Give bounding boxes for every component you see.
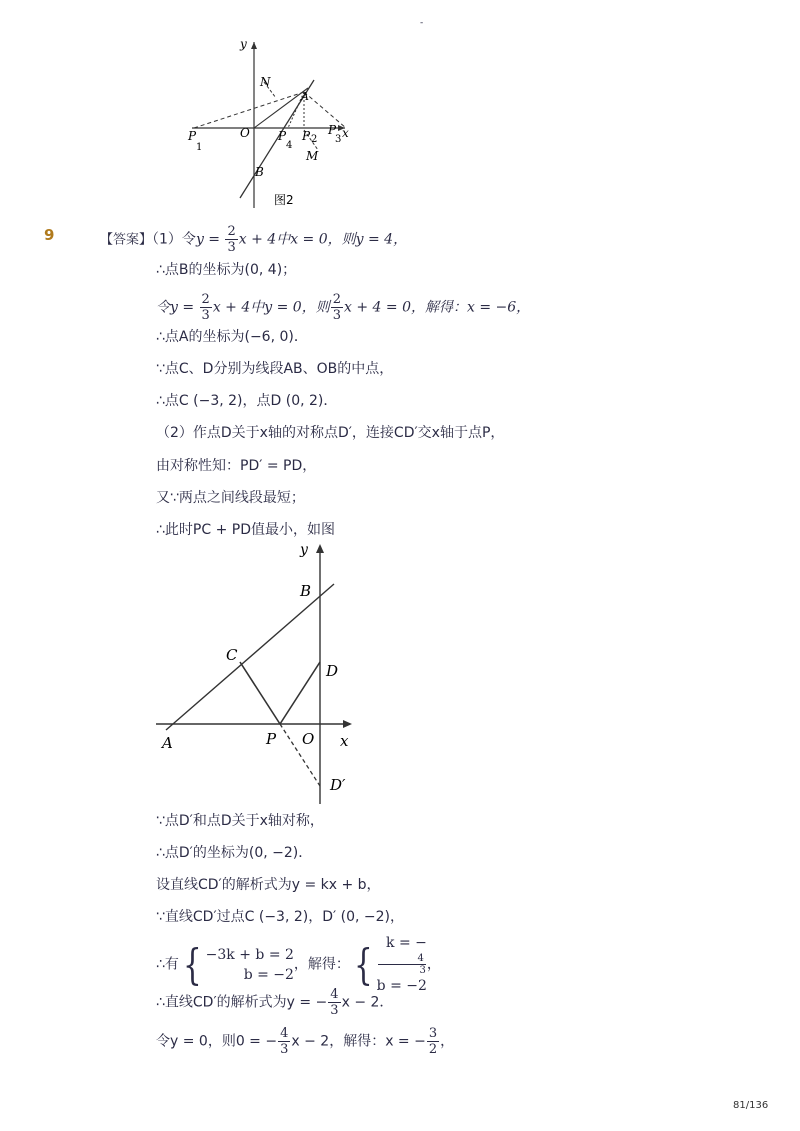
answer-line-17: 令y = 0，则0 = − $\frac{4}{3}$ x − 2，解得：x = − $\frac{3}{2}$ ， <box>156 1026 455 1057</box>
figure-2-diagram <box>180 30 370 215</box>
segment-cp <box>240 662 280 724</box>
answer-line-16: ∴直线CD′的解析式为y = − $\frac{4}{3}$ x − 2． <box>156 987 394 1018</box>
answer-line-3: 令y = $\frac{2}{3}$ x + 4中y = 0，则 $\frac{2}{3}$ x + 4 = 0，解得：x = −6， <box>156 292 531 323</box>
label-p2: P <box>302 129 311 143</box>
label-p: P <box>266 730 277 748</box>
answer-line-2: ∴点B的坐标为(0, 4)； <box>156 262 297 278</box>
label-x: x <box>340 732 349 750</box>
label-p1: P <box>188 129 197 143</box>
solution-system: k = − 4 3 b = −2 <box>376 935 427 994</box>
answer-line-4: ∴点A的坐标为(−6, 0)． <box>156 329 308 345</box>
label-p3: P <box>328 123 337 137</box>
label-p2-sub: 2 <box>311 134 318 145</box>
answer-tag: 【答案】 <box>100 232 153 248</box>
page-number: 81/136 <box>733 1100 769 1111</box>
label-o: O <box>302 730 315 748</box>
figure-caption: 图2 <box>274 193 294 207</box>
label-o: O <box>240 126 250 140</box>
label-m: M <box>306 149 319 163</box>
label-p4-sub: 4 <box>286 140 293 151</box>
label-p1-sub: 1 <box>196 142 203 153</box>
answer-line-6: ∴点C (−3, 2)，点D (0, 2)． <box>156 393 338 409</box>
fraction: $\frac{2}{3}$ <box>227 224 236 255</box>
label-y: y <box>240 37 247 51</box>
answer-line-12: ∴点D′的坐标为(0, −2)． <box>156 845 313 861</box>
answer-line-15: ∴有{ −3k + b = 2 b = −2 ，解得：{ k = − 4 3 b = −2 ， <box>156 935 441 994</box>
line-a-o <box>254 88 308 128</box>
fraction: $\frac{2}{3}$ <box>332 292 341 323</box>
label-b: B <box>300 582 312 600</box>
answer-line-9: 又∵两点之间线段最短； <box>156 490 305 506</box>
label-a: A <box>162 734 173 752</box>
label-b: B <box>255 165 264 179</box>
fraction: $\frac{3}{2}$ <box>428 1026 438 1057</box>
label-p3-sub: 3 <box>335 134 342 145</box>
label-d-prime: D′ <box>330 776 346 794</box>
answer-line-5: ∵点C、D分别为线段AB、OB的中点， <box>156 361 394 377</box>
answer-line-8: 由对称性知：PD′ = PD， <box>156 458 317 474</box>
fraction: $\frac{2}{3}$ <box>201 292 210 323</box>
answer-line-14: ∵直线CD′过点C (−3, 2)，D′ (0, −2)， <box>156 909 405 925</box>
segment-pd <box>280 662 320 724</box>
fraction: $\frac{4}{3}$ <box>280 1026 289 1057</box>
answer-line-1: 【答案】（1）令y = $\frac{2}{3}$ x + 4中x = 0，则y = 4， <box>100 224 408 255</box>
label-x: x <box>342 126 349 140</box>
top-mark: - <box>420 18 424 28</box>
answer-line-11: ∵点D′和点D关于x轴对称， <box>156 813 324 829</box>
equation-system: −3k + b = 2 b = −2 <box>205 946 294 983</box>
label-a: A <box>301 90 309 103</box>
answer-line-10: ∴此时PC + PD值最小，如图 <box>156 522 335 538</box>
answer-line-13: 设直线CD′的解析式为y = kx + b， <box>156 877 381 893</box>
solution-diagram <box>150 538 370 808</box>
label-c: C <box>226 646 238 664</box>
label-y: y <box>300 542 308 558</box>
line-ab <box>166 584 334 730</box>
label-d: D <box>326 662 339 680</box>
label-p4: P <box>278 129 287 143</box>
question-number: 9 <box>44 226 55 244</box>
fraction: $\frac{4}{3}$ <box>330 987 339 1018</box>
label-n: N <box>260 75 271 89</box>
answer-line-7: （2）作点D关于x轴的对称点D′，连接CD′交x轴于点P， <box>156 425 505 441</box>
